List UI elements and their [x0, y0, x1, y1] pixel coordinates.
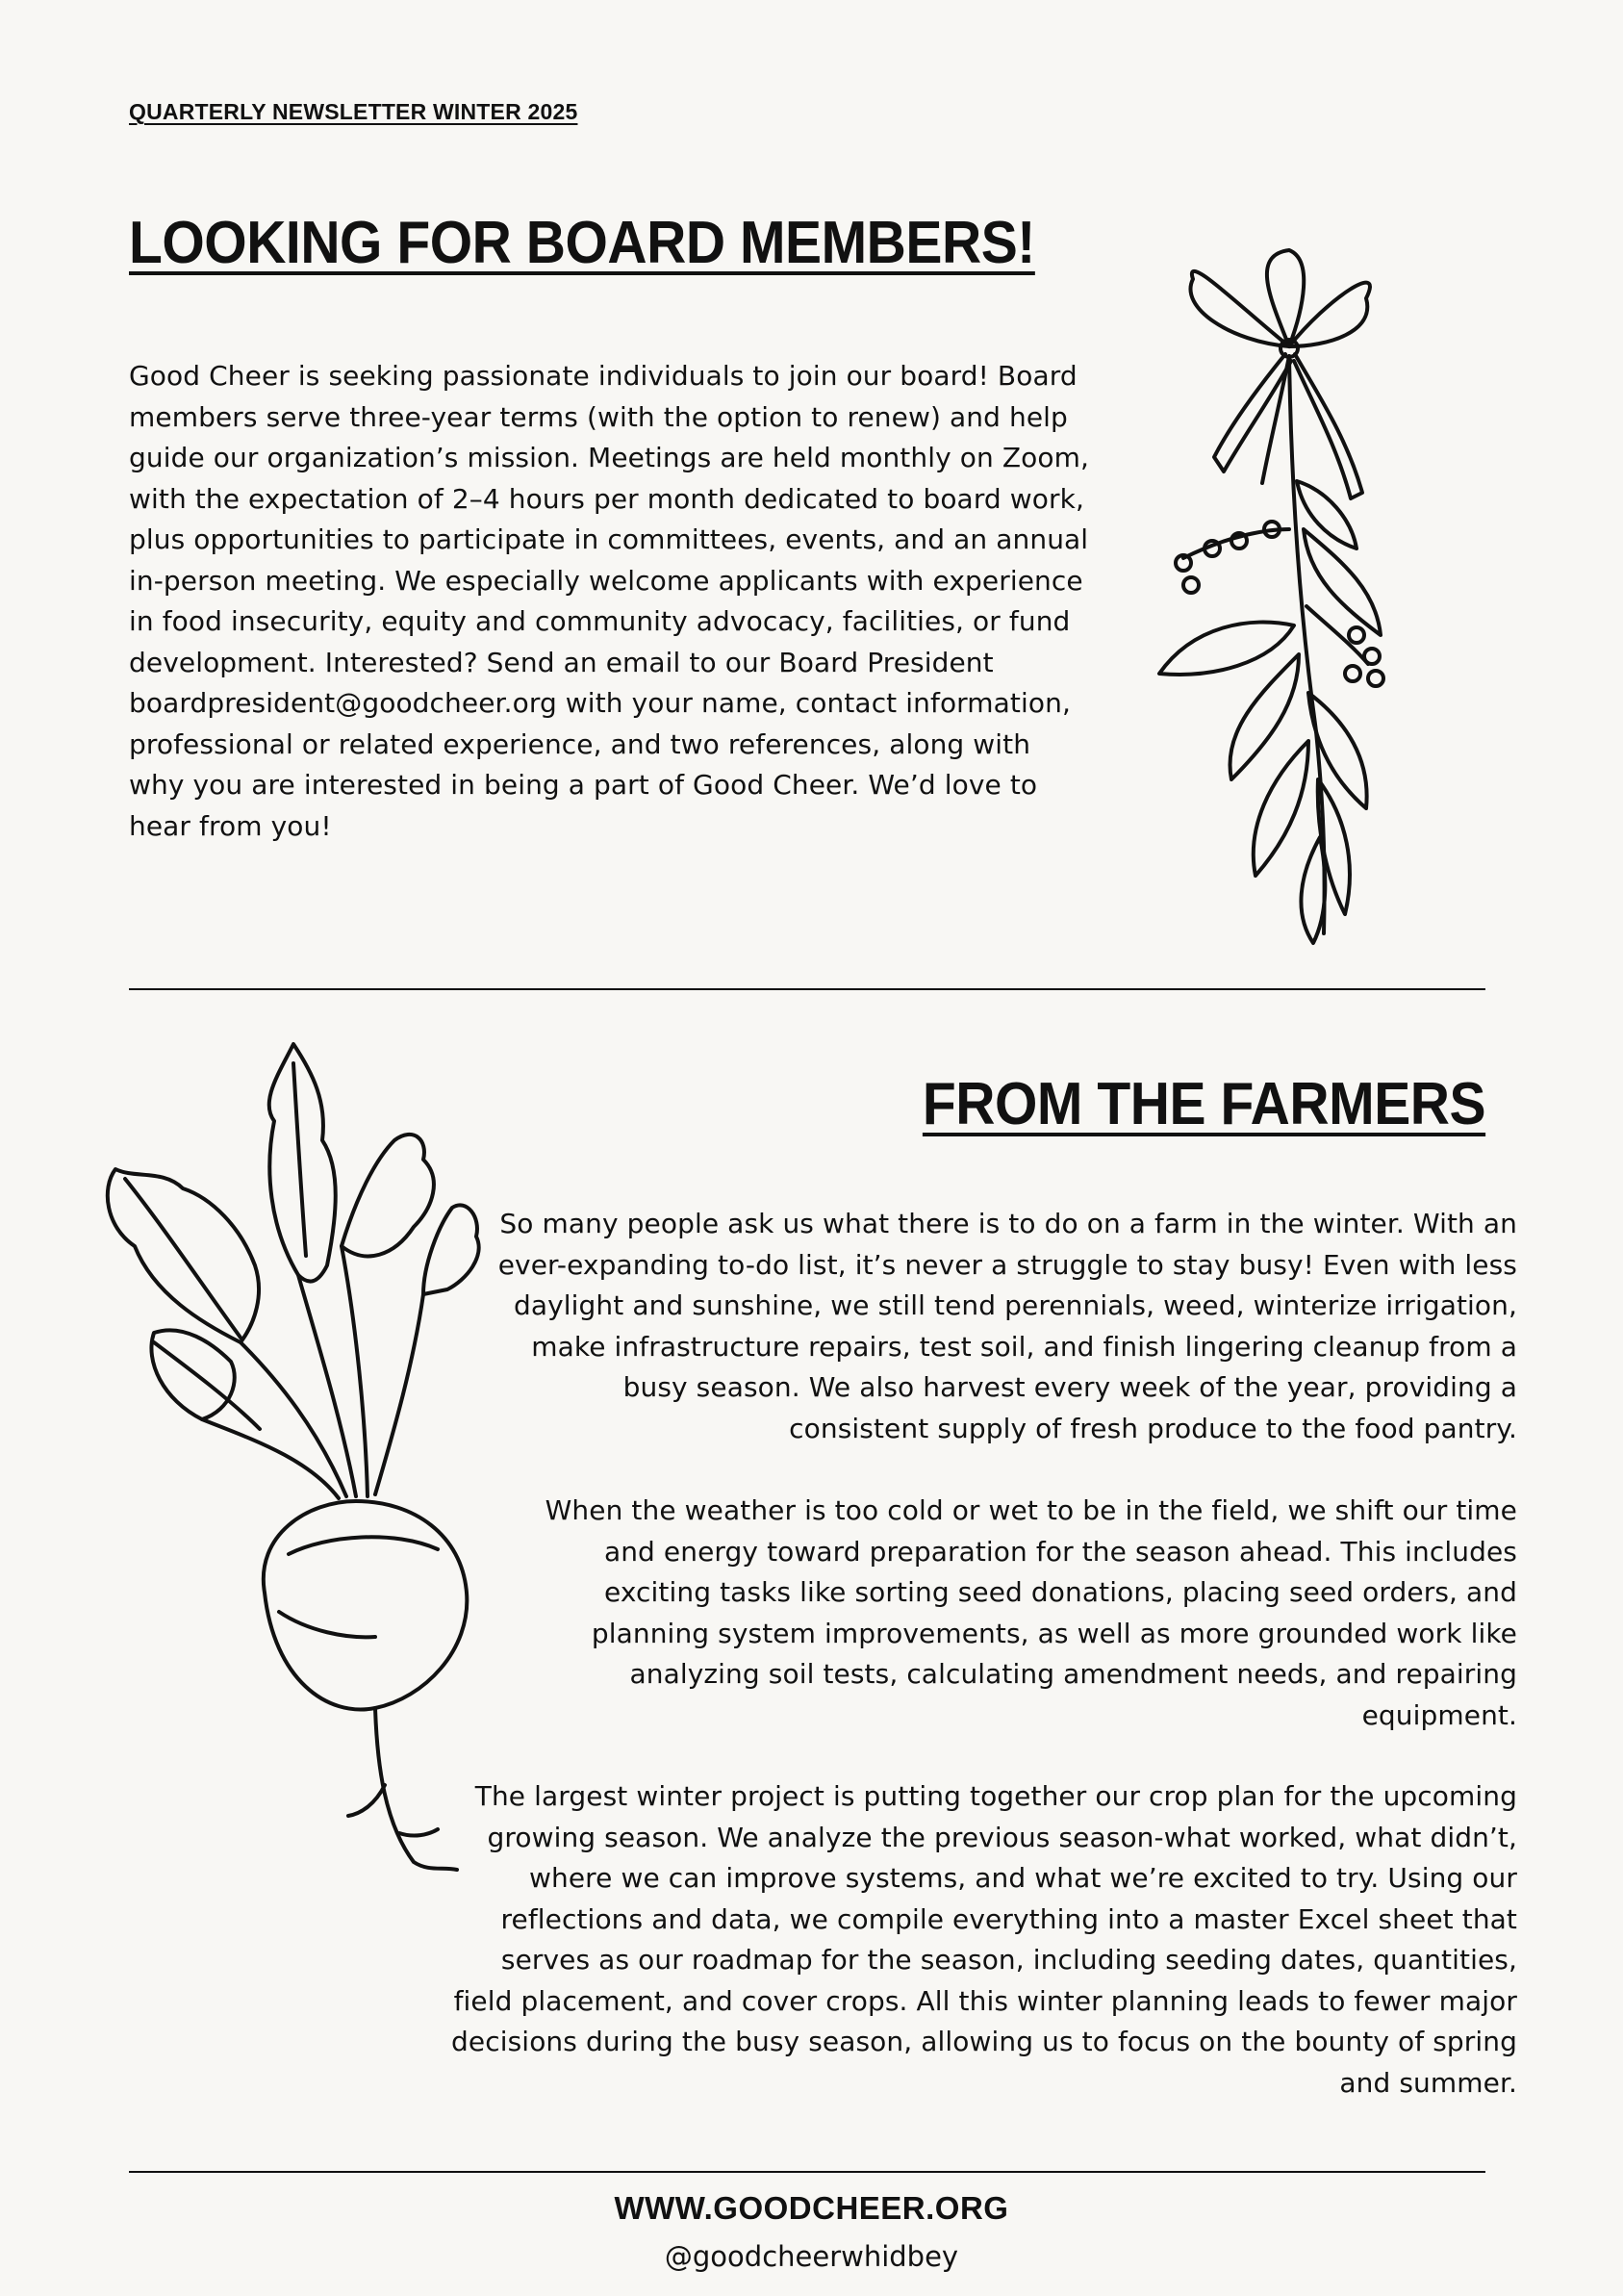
- board-section-title: LOOKING FOR BOARD MEMBERS!: [129, 210, 1035, 276]
- farmers-paragraph-1: So many people ask us what there is to do on a farm in the winter. With an ever-expanding to-do list, it’s never a struggle to stay busy! Even with less daylight and sunshine, we still tend perennials, weed, winterize irrigation, make infrastructure repairs, test soil, and finish lingering cleanup from a busy season. We also harvest every week of the year, providing a consistent supply of fresh produce to the food pantry.: [497, 1208, 1517, 1444]
- newsletter-eyebrow: QUARTERLY NEWSLETTER WINTER 2025: [129, 99, 578, 124]
- farmers-section-title: FROM THE FARMERS: [922, 1071, 1485, 1137]
- mistletoe-bow-icon: [1154, 241, 1385, 953]
- farmers-paragraph-3: The largest winter project is putting together our crop plan for the upcoming growing season. We analyze the previous season-what worked, what didn’t, where we can improve systems, and what we’re excited to try. Using our reflections and data, we compile everything into a master Excel sheet that serves as our roadmap for the season, including seeding dates, quantities, field placement, and cover crops. All this winter planning leads to fewer major decisions during the busy season, allowing us to focus on the bounty of spring and summer.: [451, 1780, 1517, 2099]
- social-handle[interactable]: @goodcheerwhidbey: [664, 2240, 959, 2273]
- website-link[interactable]: WWW.GOODCHEER.ORG: [614, 2190, 1009, 2226]
- farmers-paragraph-2: When the weather is too cold or wet to be in the field, we shift our time and energy toward preparation for the season ahead. This includes exciting tasks like sorting seed donations, placing seed orders, and planning system improvements, as well as more grounded work like analyzing soil tests, calculating amendment needs, and repairing equipment.: [545, 1494, 1517, 1731]
- board-section-body: Good Cheer is seeking passionate individuals to join our board! Board members serve three-year terms (with the option to renew) and help guide our organization’s mission. Meetings are held monthly on Zoom, with the expectation of 2–4 hours per month dedicated to board work, plus opportunities to participate in committees, events, and an annual in-person meeting. We especially welcome applicants with experience in food insecurity, equity and community advocacy, facilities, or fund development. Interested? Send an email to our Board President boardpresident@goodcheer.org with your name, contact information, professional or related experience, and two references, along with why you are interested in being a part of Good Cheer. We’d love to hear from you!: [129, 360, 1089, 842]
- footer-divider: [129, 2171, 1485, 2173]
- beet-icon: [96, 1034, 510, 1872]
- section-divider: [129, 988, 1485, 990]
